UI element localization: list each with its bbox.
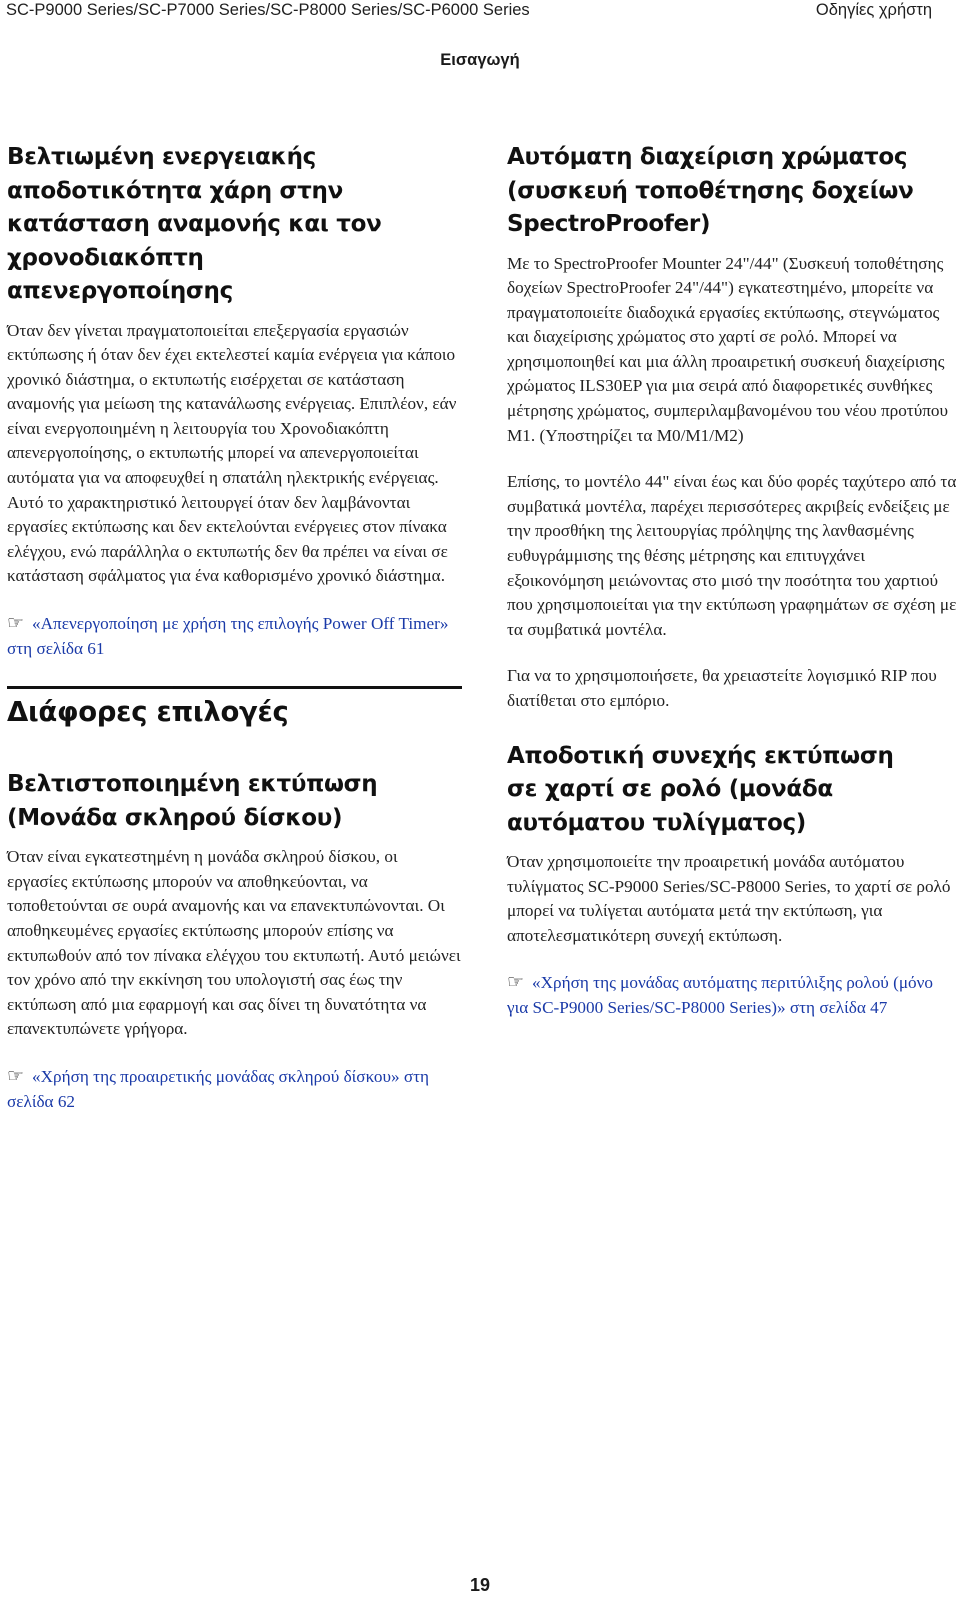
left-column [7,141,462,1114]
takeup-reference-link[interactable] [507,970,957,1020]
takeup-reference-text: «Χρήση της μονάδας αυτόματης περιτύλιξης ρολού (μόνο για SC-P9000 Series/SC-P8000 Series)» στη σελίδα 47 [507,973,934,1018]
standby-heading: Βελτιωμένη ενεργειακής αποδοτικότητα χάρη στην κατάσταση αναμονής και τον χρονοδιακόπτη απενεργοποίησης [7,144,382,304]
hdd-paragraph: Όταν είναι εγκατεστημένη η μονάδα σκληρού δίσκου, οι εργασίες εκτύπωσης μπορούν να αποθηκεύονται, να τοποθετούνται σε ουρά αναμονής και να επανεκτυπώνονται. Οι αποθηκευμένες εργασίες εκτύπωσης μπορούν επίσης να εκτυπωθούν από τον πίνακα ελέγχου του εκτυπωτή. Αυτό μειώνει τον χρόνο από την εκκίνηση του υπολογιστή σας έως την εκτύπωση από μια εφαρμογή και σας δίνει τη δυνατότητα να επανεκτυπώνετε γρήγορα. [7,847,461,1039]
hdd-heading: Βελτιστοποιημένη εκτύπωση (Μονάδα σκληρού δίσκου) [7,771,378,831]
spectro-paragraph-3: Για να το χρησιμοποιήσετε, θα χρειαστείτε λογισμικό RIP που διατίθεται στο εμπόριο. [507,666,937,710]
spectro-paragraph-2: Επίσης, το μοντέλο 44" είναι έως και δύο φορές ταχύτερο από τα συμβατικά μοντέλα, παρέχει περισσότερες ακριβείς ενδείξεις με την προσθήκη της λειτουργίας πρόληψης της λανθασμένης ευθυγράμμισης της θέσης μέτρησης και επιτυγχάνει εξοικονόμηση μειώνοντας στο μισό την ποσότητα του χαρτιού που χρησιμοποιείται για την εκτύπωση γραφημάτων σε σχέση με τα συμβατικά μοντέλα. [507,472,957,639]
standby-reference-link[interactable] [7,611,462,661]
section-title: Εισαγωγή [440,51,520,69]
header-product: SC-P9000 Series/SC-P7000 Series/SC-P8000 Series/SC-P6000 Series [6,1,530,19]
standby-reference-text: «Απενεργοποίηση με χρήση της επιλογής Power Off Timer» στη σελίδα 61 [7,614,449,658]
page-number: 19 [469,1575,491,1595]
spectro-paragraph-1: Με το SpectroProofer Mounter 24"/44" (Συσκευή τοποθέτησης δοχείων SpectroProofer 24"/44") εγκατεστημένο, μπορείτε να πραγματοποιείτε διαδοχικά εργασίες εκτύπωσης, στεγνώματος και διαχείρισης χρώματος στο χαρτί σε ρολό. Μπορεί να χρησιμοποιηθεί και μια άλλη προαιρετική συσκευή διαχείρισης χρώματος ILS30EP για μια σειρά από διαφορετικές συνθήκες μέτρησης χρώματος, συμπεριλαμβανομένου του νέου προτύπου M1. (Υποστηρίζει τα M0/M1/M2) [507,253,949,445]
standby-paragraph: Όταν δεν γίνεται πραγματοποιείται επεξεργασία εργασιών εκτύπωσης ή όταν δεν έχει εκτελεστεί καμία ενέργεια για κάποιο χρονικό διάστημα, ο εκτυπωτής εισέρχεται σε κατάσταση αναμονής για μείωση της κατανάλωσης ενέργειας. Επιπλέον, εάν είναι ενεργοποιημένη η λειτουργία του Χρονοδιακόπτη απενεργοποίησης, ο εκτυπωτής μπορεί να απενεργοποιείται αυτόματα για να αποφευχθεί η σπατάλη ηλεκτρικής ενέργειας. Αυτό το χαρακτηριστικό λειτουργεί όταν δεν λαμβάνονται εργασίες εκτύπωσης και δεν εκτελούνται ενέργειες στον πίνακα ελέγχου, ενώ παράλληλα ο εκτυπωτής δεν θα πρέπει να είναι σε κατάσταση σφάλματος για ένα καθορισμένο χρονικό διάστημα. [7,320,457,586]
pointing-hand-icon: ☞ [7,612,25,635]
spectro-heading: Αυτόματη διαχείριση χρώματος (συσκευή τοποθέτησης δοχείων SpectroProofer) [507,144,914,237]
misc-options-heading: Διάφορες επιλογές [7,696,289,729]
hdd-reference-link[interactable] [7,1064,462,1114]
right-column [507,141,957,1021]
hdd-reference-text: «Χρήση της προαιρετικής μονάδας σκληρού δίσκου» στη σελίδα 62 [7,1066,430,1111]
pointing-hand-icon: ☞ [507,971,525,994]
takeup-heading: Αποδοτική συνεχής εκτύπωση σε χαρτί σε ρολό (μονάδα αυτόματου τυλίγματος) [507,742,894,836]
takeup-paragraph: Όταν χρησιμοποιείτε την προαιρετική μονάδα αυτόματου τυλίγματος SC-P9000 Series/SC-P8000 Series, το χαρτί σε ρολό μπορεί να τυλίγεται αυτόματα μετά την εκτύπωση, για αποτελεσματικότερη συνεχή εκτύπωση. [507,852,951,945]
page-header [6,0,954,24]
pointing-hand-icon: ☞ [7,1064,25,1087]
header-guide: Οδηγίες χρήστη [815,1,932,19]
